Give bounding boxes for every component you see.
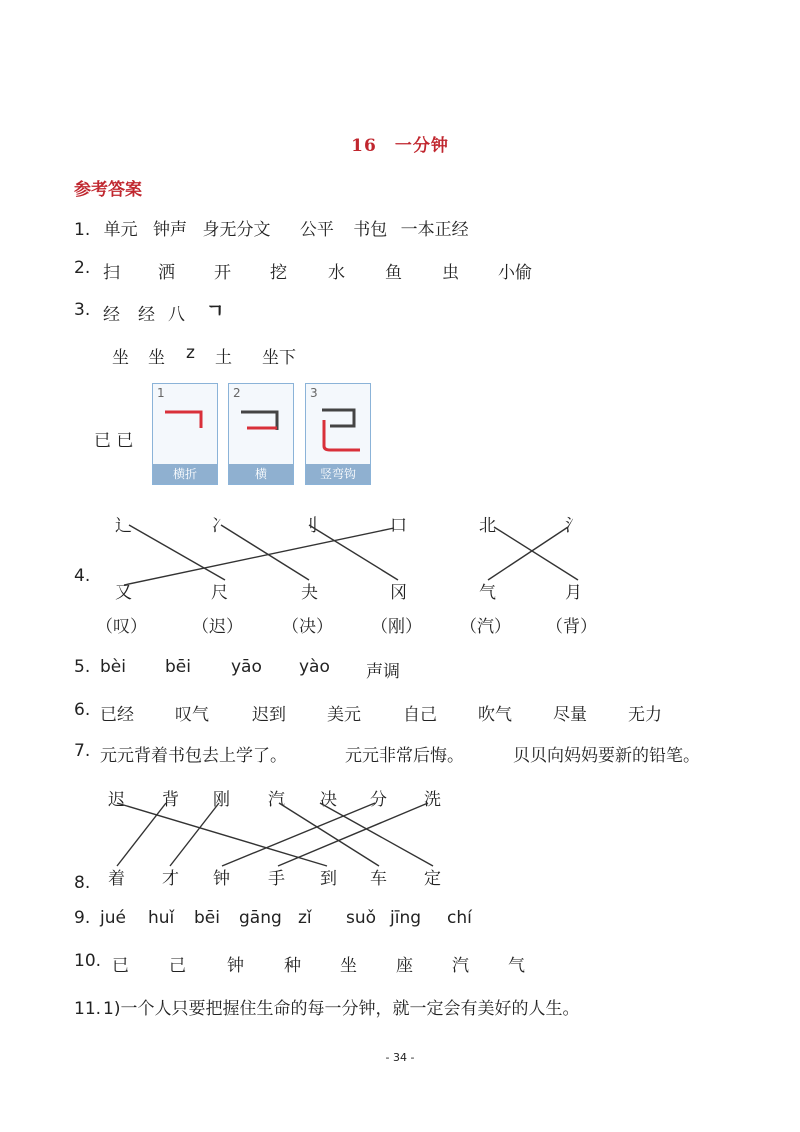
answer-item: suǒ [346,908,377,928]
question-number: 2. [74,258,91,278]
question-number: 11. [74,999,102,1019]
answer-item: 自己 [403,705,437,725]
word-bottom: 到 [320,869,337,889]
answer-sentence: 1)一个人只要把握住生命的每一分钟，就一定会有美好的人生。 [103,999,580,1019]
word-bottom: 着 [108,869,125,889]
stroke-index: 1 [157,386,165,400]
answer-item: 己 [169,956,186,976]
answer-item: 叹气 [175,705,209,725]
answer-item: 钟 [227,956,244,976]
answer-item: yāo [231,657,262,677]
component-bottom: 月 [565,583,582,603]
answer-item: 挖 [270,263,287,283]
match-line [129,525,225,580]
answer-sentence: 贝贝向妈妈要新的铅笔。 [513,746,700,766]
question-number: 8. [74,873,91,893]
word-bottom: 车 [370,869,387,889]
answer-item: 汽 [452,956,469,976]
question-11 [74,994,580,1019]
question-number: 1. [74,220,91,240]
answer-item: 经 [103,305,120,325]
answer-sentence: 元元背着书包去上学了。 [100,746,287,766]
answer-item: 坐 [340,956,357,976]
answer-item: bēi [165,657,191,677]
answer-item: 已 [112,956,129,976]
answer-item: jué [100,908,126,928]
answer-item: 坐下 [262,348,296,368]
answer-item: 已经 [100,705,134,725]
answer-item: zǐ [298,908,312,928]
answer-item: 坐 [112,348,129,368]
component-top: 刂 [301,516,318,536]
answer-item: z [186,343,195,363]
answer-item: 身无分文 [202,220,271,240]
match-line [117,803,327,866]
answer-item: 开 [214,263,231,283]
question-9 [74,908,98,928]
component-top: 冫 [211,516,228,536]
component-bottom: 气 [479,583,496,603]
answer-item: 水 [328,263,345,283]
page-number: - 34 - [385,1051,415,1064]
answer-char: （决） [282,617,333,637]
question-number: 10. [74,951,102,971]
answer-item: 已 已 [94,431,134,451]
component-top: 北 [479,516,496,536]
word-bottom: 才 [162,869,179,889]
answer-item: jīng [390,908,422,928]
word-bottom: 钟 [213,869,230,889]
answer-item: 鱼 [385,263,402,283]
answer-item: 尽量 [553,705,587,725]
question-number: 4. [74,566,91,586]
answer-item: 虫 [442,263,459,283]
match-line [494,527,578,580]
question-number: 9. [74,908,91,928]
word-top: 分 [370,790,387,810]
answer-item: 书包 [353,220,388,240]
answer-item: gāng [239,908,282,928]
match-line [221,525,309,580]
stroke-name: 竖弯钩 [306,464,370,484]
match-line [170,803,219,866]
word-bottom: 定 [424,869,441,889]
question-number: 5. [74,657,91,677]
answer-item: 经 [138,305,155,325]
page-title: 16 一分钟 [351,136,449,156]
answer-item: 扫 [103,263,120,283]
match-line [124,528,394,585]
match-line [117,803,166,866]
question-number: 3. [74,300,91,320]
answer-item: 声调 [366,662,400,682]
answer-item: 小偷 [498,263,532,283]
answer-char: （背） [546,617,597,637]
word-top: 洗 [424,790,441,810]
answer-item: chí [447,908,472,928]
question-10 [74,951,109,971]
answer-char: （迟） [192,617,243,637]
answer-item: 吹气 [478,705,512,725]
answer-item: 一本正经 [400,220,469,240]
stroke-name: 横折 [153,464,217,484]
component-top: 氵 [565,516,582,536]
answer-item: 美元 [327,705,361,725]
answer-char: （汽） [460,617,511,637]
answer-item: 坐 [148,348,165,368]
answer-item: 洒 [158,263,175,283]
answer-item: 迟到 [252,705,286,725]
section-label: 参考答案 [74,180,142,200]
answer-item: 无力 [628,705,662,725]
stroke-index: 3 [310,386,318,400]
answer-item: bèi [100,657,126,677]
question-number: 7. [74,741,91,761]
match-line [488,527,568,580]
match-line [320,803,433,866]
question-number: 6. [74,700,91,720]
stroke-answer: ㄱ [206,300,225,322]
answer-item: 钟声 [153,220,188,240]
answer-item: huǐ [148,908,175,928]
component-bottom: 冈 [390,583,407,603]
component-bottom: 尺 [211,583,228,603]
word-top: 刚 [213,790,230,810]
answer-item: 八 [168,305,185,325]
word-bottom: 手 [268,869,285,889]
stroke-index: 2 [233,386,241,400]
answer-item: 单元 [103,220,138,240]
match-line [309,525,398,580]
stroke-name: 横 [229,464,293,484]
answer-item: 公平 [299,220,334,240]
answer-item: yào [299,657,330,677]
component-top: 辶 [115,516,132,536]
word-top: 背 [162,790,179,810]
answer-item: 气 [508,956,525,976]
word-top: 汽 [268,790,285,810]
answer-char: （刚） [371,617,422,637]
answer-item: 种 [284,956,301,976]
component-top: 口 [390,516,407,536]
component-bottom: 又 [115,583,132,603]
answer-item: 座 [396,956,413,976]
answer-sentence: 元元非常后悔。 [345,746,464,766]
answer-char: （叹） [96,617,147,637]
word-top: 决 [320,790,337,810]
answer-item: bēi [194,908,220,928]
answer-item: 土 [215,348,232,368]
word-top: 迟 [108,790,125,810]
component-bottom: 夬 [301,583,318,603]
